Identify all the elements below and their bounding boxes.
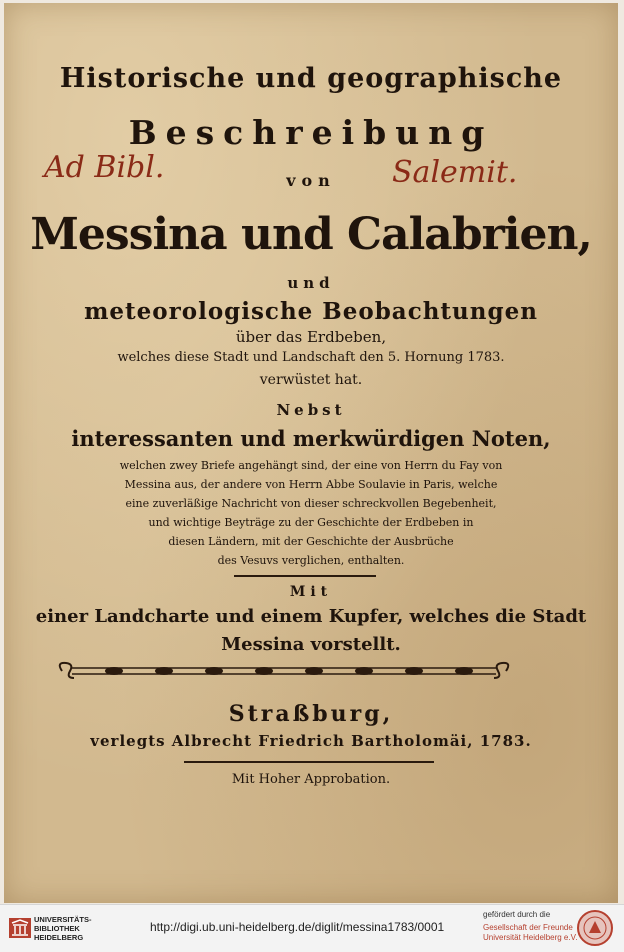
approbation: Mit Hoher Approbation. — [231, 772, 391, 787]
ornamental-border — [54, 658, 514, 684]
title-line-8: welches diese Stadt und Landschaft den 5. Hornung 1783. — [117, 350, 505, 365]
sponsor-name: Gesellschaft der Freunde Universität Heidelberg e.V. — [483, 923, 578, 942]
title-line-3: von — [286, 171, 336, 190]
title-line-19: einer Landcharte und einem Kupfer, welches die Stadt — [35, 606, 587, 627]
library-name: UNIVERSITÄTS- BIBLIOTHEK HEIDELBERG — [34, 915, 92, 942]
library-logo-icon — [8, 916, 32, 940]
title-line-1: Historische und geographische — [59, 63, 563, 94]
title-line-2: Beschreibung — [128, 113, 494, 152]
title-line-10: Nebst — [276, 401, 346, 419]
paragraph-line-17: des Vesuvs verglichen, enthalten. — [217, 554, 405, 567]
paragraph-line-12: welchen zwey Briefe angehängt sind, der eine von Herrn du Fay von — [119, 459, 503, 472]
title-line-18: Mit — [289, 584, 333, 600]
divider-rule-1 — [234, 575, 376, 577]
title-line-5: und — [287, 274, 335, 292]
title-main: Messina und Calabrien, — [30, 209, 592, 260]
imprint-place: Straßburg, — [228, 701, 394, 727]
handwritten-note-left: Ad Bibl. — [44, 150, 165, 185]
paragraph-line-16: diesen Ländern, mit der Geschichte der Ausbrüche — [168, 535, 454, 548]
paragraph-line-15: und wichtige Beyträge zu der Geschichte der Erdbeben in — [148, 516, 474, 529]
title-line-7: über das Erdbeben, — [235, 328, 387, 346]
permalink-url[interactable]: http://digi.ub.uni-heidelberg.de/diglit/messina1783/0001 — [150, 920, 445, 934]
divider-rule-2 — [184, 761, 434, 763]
paragraph-line-14: eine zuverläßige Nachricht von dieser schreckvollen Begebenheit, — [125, 497, 497, 510]
title-line-6: meteorologische Beobachtungen — [84, 298, 538, 325]
handwritten-note-right: Salemit. — [392, 155, 518, 190]
digitization-footer — [0, 904, 624, 952]
title-line-9: verwüstet hat. — [259, 372, 363, 388]
imprint-publisher: verlegts Albrecht Friedrich Bartholomäi, 1783. — [90, 732, 532, 750]
sponsor-label: gefördert durch die — [483, 910, 551, 919]
title-line-11: interessanten und merkwürdigen Noten, — [71, 426, 551, 451]
paragraph-line-13: Messina aus, der andere von Herrn Abbe Soulavie in Paris, welche — [124, 478, 498, 491]
title-line-20: Messina vorstellt. — [221, 634, 401, 655]
university-seal-icon — [576, 909, 614, 947]
scanned-title-page — [4, 3, 618, 903]
